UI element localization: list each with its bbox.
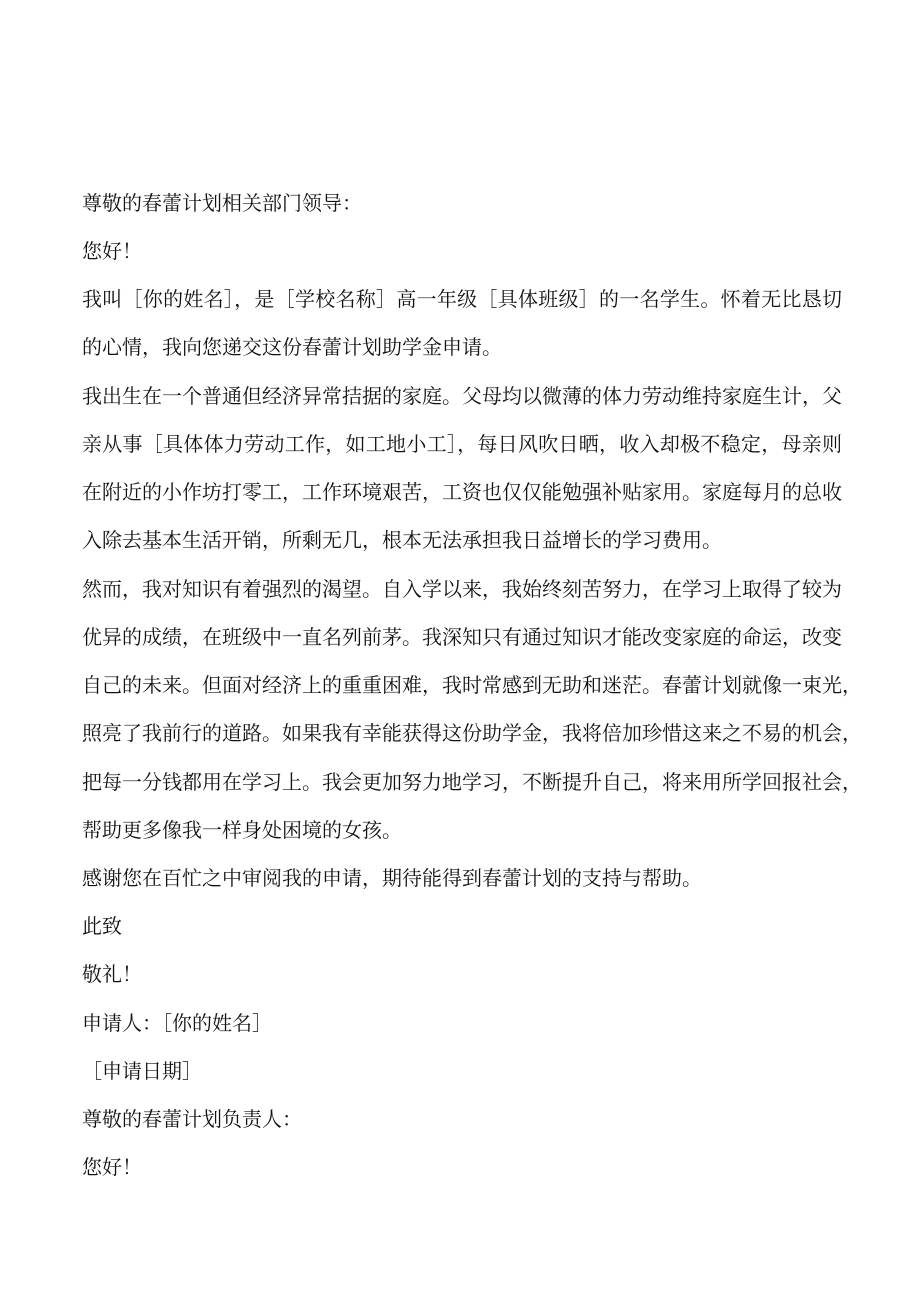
paragraph-2-line: 在附近的小作坊打零工，工作环境艰苦，工资也仅仅能勉强补贴家用。家庭每月的总收 (82, 480, 842, 504)
greeting: 您好！ (82, 1155, 142, 1179)
paragraph-2-line: 入除去基本生活开销，所剩无几，根本无法承担我日益增长的学习费用。 (82, 528, 722, 552)
paragraph-2-line: 我出生在一个普通但经济异常拮据的家庭。父母均以微薄的体力劳动维持家庭生计，父 (82, 384, 842, 408)
document-page (82, 0, 862, 1301)
paragraph-1-line: 我叫［你的姓名］，是［学校名称］高一年级［具体班级］的一名学生。怀着无比恳切 (82, 287, 842, 311)
applicant-line: 申请人：［你的姓名］ (82, 1011, 272, 1035)
paragraph-3-line: 把每一分钱都用在学习上。我会更加努力地学习，不断提升自己，将来用所学回报社会， (82, 770, 862, 794)
closing-line: 此致 (82, 914, 122, 938)
date-line: ［申请日期］ (82, 1059, 202, 1083)
closing-line: 敬礼！ (82, 962, 142, 986)
paragraph-4: 感谢您在百忙之中审阅我的申请，期待能得到春蕾计划的支持与帮助。 (82, 866, 702, 890)
paragraph-3-line: 帮助更多像我一样身处困境的女孩。 (82, 818, 402, 842)
paragraph-3-line: 然而，我对知识有着强烈的渴望。自入学以来，我始终刻苦努力，在学习上取得了较为 (82, 577, 842, 601)
paragraph-2-line: 亲从事［具体体力劳动工作，如工地小工］，每日风吹日晒，收入却极不稳定，母亲则 (82, 432, 842, 456)
greeting: 您好！ (82, 239, 142, 263)
paragraph-3-line: 优异的成绩，在班级中一直名列前茅。我深知只有通过知识才能改变家庭的命运，改变 (82, 625, 842, 649)
salutation: 尊敬的春蕾计划负责人： (82, 1107, 302, 1131)
paragraph-1-line: 的心情，我向您递交这份春蕾计划助学金申请。 (82, 335, 502, 359)
paragraph-3-line: 照亮了我前行的道路。如果我有幸能获得这份助学金，我将倍加珍惜这来之不易的机会， (82, 721, 862, 745)
salutation: 尊敬的春蕾计划相关部门领导： (82, 191, 362, 215)
paragraph-3-line: 自己的未来。但面对经济上的重重困难，我时常感到无助和迷茫。春蕾计划就像一束光， (82, 673, 862, 697)
